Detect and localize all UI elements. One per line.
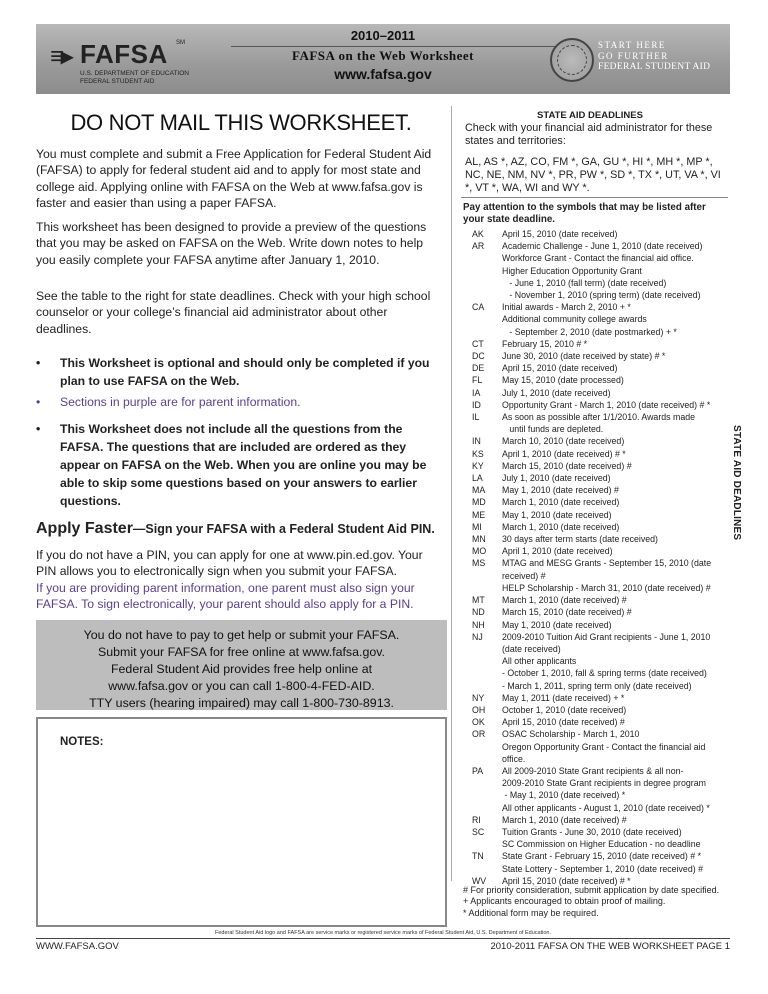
year-divider: [231, 46, 587, 47]
pin-paragraph: If you do not have a PIN, you can apply for one at www.pin.ed.gov. Your PIN allows you to electronically sign when you submit your FAFSA.: [36, 548, 423, 579]
flag-icon: ≡▸: [50, 43, 71, 70]
tagline-line1: START HERE: [598, 40, 666, 50]
deadline-text: April 15, 2010 (date received) # *: [502, 875, 631, 886]
deadline-row: [472, 533, 728, 545]
deadline-text: March 15, 2010 (date received) #: [502, 607, 632, 618]
deadline-row: [472, 228, 728, 240]
deadline-row: [472, 680, 728, 692]
deadline-text: March 1, 2010 (date received) #: [502, 814, 627, 825]
deadline-row: [472, 350, 728, 362]
deadline-text: 2009-2010 State Grant recipients in degree program: [502, 778, 706, 789]
apply-rest: —Sign your FAFSA with a Federal Student Aid PIN.: [132, 522, 435, 536]
state-code: [472, 326, 502, 338]
legend-item: * Additional form may be required.: [463, 907, 599, 918]
deadline-text: received) #: [502, 570, 546, 581]
state-code: [472, 265, 502, 277]
deadline-text: July 1, 2010 (date received): [502, 387, 611, 398]
deadline-row: [472, 411, 728, 423]
deadline-row: [472, 252, 728, 264]
state-code: [472, 741, 502, 753]
worksheet-year: 2010–2011: [350, 28, 416, 43]
symbols-legend: [463, 885, 733, 919]
deadline-text: - October 1, 2010, fall & spring terms (date received): [502, 668, 707, 679]
deadline-text: State Grant - February 15, 2010 (date received) # *: [502, 851, 702, 862]
state-code: MT: [472, 595, 485, 606]
deadline-text: All other applicants: [502, 656, 577, 667]
state-code: NY: [472, 692, 485, 703]
deadline-row: [472, 631, 728, 643]
deadline-text: March 1, 2010 (date received) #: [502, 595, 627, 606]
state-code: ME: [472, 509, 486, 520]
state-code: DE: [472, 363, 485, 374]
deadline-row: [472, 643, 728, 655]
deadline-text: All 2009-2010 State Grant recipients & all non-: [502, 765, 684, 776]
deadline-row: [472, 362, 728, 374]
help-line5: TTY users (hearing impaired) may call 1-800-730-8913.: [89, 696, 394, 710]
state-deadlines-list: [472, 228, 728, 887]
deadline-text: State Lottery - September 1, 2010 (date received) #: [502, 863, 703, 874]
column-divider: [451, 106, 456, 881]
intro-paragraph: You must complete and submit a Free Application for Federal Student Aid (FAFSA) to apply for federal student aid and to apply for most state and college aid. Applying online with FAFSA on the Web at www.fafsa.gov is faster and easier than using a paper FAFSA.: [36, 147, 432, 210]
header-banner: [36, 24, 730, 94]
deadline-text: Higher Education Opportunity Grant: [502, 265, 642, 276]
state-code: [472, 570, 502, 582]
state-code: [472, 838, 502, 850]
fafsa-url[interactable]: www.fafsa.gov: [334, 66, 432, 82]
deadline-text: Additional community college awards: [502, 314, 647, 325]
state-code: [472, 655, 502, 667]
deadline-text: April 15, 2010 (date received) #: [502, 717, 625, 728]
footer-url[interactable]: WWW.FAFSA.GOV: [36, 941, 119, 952]
deadline-row: [472, 423, 728, 435]
state-code: IL: [472, 412, 480, 423]
state-code: LA: [472, 473, 483, 484]
notes-label: NOTES:: [60, 736, 104, 748]
state-code: MD: [472, 497, 486, 508]
deadline-text: May 1, 2010 (date received) #: [502, 485, 619, 496]
state-code: MO: [472, 546, 487, 557]
state-code: WV: [472, 875, 487, 886]
deadline-text: February 15, 2010 # *: [502, 338, 588, 349]
bullet-text: This Worksheet does not include all the questions from the FAFSA. The questions that are included are ordered as they appear on FAFSA on the Web. When you are online you may be able to skip some questions based on your answers to earlier questions.: [60, 422, 427, 508]
state-code: KY: [472, 460, 484, 471]
state-code: [472, 753, 502, 765]
state-list: AL, AS *, AZ, CO, FM *, GA, GU *, HI *, MH *, MP *, NC, NE, NM, NV *, PR, PW *, SD *, TX *, UT, VA *, VI *, VT *, WA, WI and WY *.: [465, 156, 721, 194]
deadline-text: MTAG and MESG Grants - September 15, 2010 (date: [502, 558, 712, 569]
bullet-optional: [36, 354, 436, 388]
deadline-row: [472, 704, 728, 716]
deadline-text: - June 1, 2010 (fall term) (date received): [502, 277, 667, 288]
free-help-box: [36, 620, 447, 710]
bullet-text: Sections in purple are for parent information.: [60, 395, 301, 409]
apply-lead: Apply Faster: [36, 520, 133, 537]
deadline-row: [472, 814, 728, 826]
state-code: TN: [472, 851, 484, 862]
state-code: AK: [472, 229, 484, 239]
deadline-text: May 1, 2010 (date received): [502, 619, 612, 630]
deadline-row: [472, 728, 728, 740]
help-line4: www.fafsa.gov or you can call 1-800-4-FED-AID.: [108, 679, 375, 693]
page-title: DO NOT MAIL THIS WORKSHEET.: [70, 110, 412, 135]
state-aid-intro: Check with your financial aid administrator for these states and territories:: [465, 122, 713, 147]
deadline-row: [472, 716, 728, 728]
deadline-text: April 1, 2010 (date received): [502, 546, 613, 557]
state-code: [472, 423, 502, 435]
footer-rule: [36, 938, 730, 939]
deadline-text: April 15, 2010 (date received): [502, 229, 618, 239]
help-line1: You do not have to pay to get help or submit your FAFSA.: [83, 628, 400, 642]
help-line3: Federal Student Aid provides free help online at: [110, 662, 373, 676]
deadline-text: All other applicants - August 1, 2010 (date received) *: [502, 802, 710, 813]
state-code: NH: [472, 619, 485, 630]
deadline-row: [472, 240, 728, 252]
deadline-row: [472, 289, 728, 301]
deadline-row: [472, 765, 728, 777]
deadline-row: [472, 557, 728, 569]
deadline-text: May 15, 2010 (date processed): [502, 375, 624, 386]
logo-dept-line1: U.S. DEPARTMENT OF EDUCATION: [80, 70, 189, 77]
deadline-row: [472, 301, 728, 313]
state-code: MN: [472, 534, 486, 545]
deadline-text: March 10, 2010 (date received): [502, 436, 625, 447]
deadline-text: SC Commission on Higher Education - no deadline: [502, 839, 701, 850]
deadline-text: June 30, 2010 (date received by state) # *: [502, 351, 666, 362]
deadline-row: [472, 789, 728, 801]
deadline-text: until funds are depleted.: [502, 424, 604, 435]
deadline-row: [472, 496, 728, 508]
deadline-text: April 1, 2010 (date received) # *: [502, 448, 626, 459]
deadline-row: [472, 692, 728, 704]
deadline-text: March 15, 2010 (date received) #: [502, 460, 632, 471]
deadline-row: [472, 448, 728, 460]
deadline-row: [472, 460, 728, 472]
state-code: OH: [472, 704, 486, 715]
legend-item: # For priority consideration, submit application by date specified.: [463, 885, 720, 895]
notes-box[interactable]: [36, 717, 447, 927]
state-code: [472, 289, 502, 301]
deadline-text: OSAC Scholarship - March 1, 2010: [502, 729, 640, 740]
parent-pin-paragraph: If you are providing parent information, one parent must also sign your FAFSA. To sign electronically, your parent should also apply for a PIN.: [36, 581, 415, 612]
state-divider: [461, 197, 728, 198]
state-code: PA: [472, 765, 484, 776]
deadline-row: [472, 277, 728, 289]
tagline-line3: FEDERAL STUDENT AID: [598, 62, 711, 72]
state-code: CT: [472, 338, 484, 349]
deadline-row: [472, 606, 728, 618]
trademark-notice: Federal Student Aid logo and FAFSA are service marks or registered service marks of Federal Student Aid, U.S. Department of Education.: [215, 930, 551, 936]
deadline-text: 30 days after term starts (date received): [502, 534, 658, 545]
deadline-text: Initial awards - March 2, 2010 + *: [502, 302, 631, 313]
logo-wordmark: FAFSA: [80, 39, 168, 69]
deadline-row: [472, 399, 728, 411]
deadline-text: Opportunity Grant - March 1, 2010 (date received) # *: [502, 399, 711, 410]
state-code: MI: [472, 521, 482, 532]
side-tab-label: STATE AID DEADLINES: [731, 425, 742, 541]
deadline-row: [472, 619, 728, 631]
state-code: IA: [472, 387, 481, 398]
tagline: [598, 40, 728, 73]
deadline-text: Academic Challenge - June 1, 2010 (date received): [502, 241, 703, 252]
deadline-row: [472, 326, 728, 338]
deadline-row: [472, 667, 728, 679]
state-code: AR: [472, 241, 485, 252]
deadline-row: [472, 838, 728, 850]
deadline-row: [472, 777, 728, 789]
deadline-row: [472, 826, 728, 838]
deadline-text: May 1, 2011 (date received) + *: [502, 692, 625, 703]
state-code: DC: [472, 351, 485, 362]
state-code: CA: [472, 302, 485, 313]
state-code: MS: [472, 558, 486, 569]
deadline-text: (date received): [502, 643, 561, 654]
deadline-text: - March 1, 2011, spring term only (date received): [502, 680, 692, 691]
state-code: [472, 667, 502, 679]
state-code: [472, 680, 502, 692]
deadline-row: [472, 545, 728, 557]
footer-page: 2010-2011 FAFSA ON THE WEB WORKSHEET PAGE 1: [490, 941, 730, 952]
deadlines-paragraph: See the table to the right for state deadlines. Check with your high school counselor or your college’s financial aid administrator about other deadlines.: [36, 289, 431, 336]
state-code: ID: [472, 399, 481, 410]
state-code: OR: [472, 729, 486, 740]
deadline-row: [472, 655, 728, 667]
state-code: ND: [472, 607, 485, 618]
deadline-text: As soon as possible after 1/1/2010. Awards made: [502, 412, 695, 423]
state-code: [472, 777, 502, 789]
deadline-text: Tuition Grants - June 30, 2010 (date received): [502, 826, 682, 837]
deadline-row: [472, 374, 728, 386]
deadline-text: - September 2, 2010 (date postmarked) + *: [502, 326, 677, 337]
department-seal-icon: [550, 38, 594, 82]
symbols-note: Pay attention to the symbols that may be listed after your state deadline.: [463, 202, 706, 225]
state-code: MA: [472, 485, 486, 496]
deadline-row: [472, 570, 728, 582]
logo-tm: SM: [176, 40, 185, 46]
deadline-text: May 1, 2010 (date received): [502, 509, 612, 520]
bullet-dot: •: [36, 356, 41, 370]
state-code: KS: [472, 448, 484, 459]
deadline-row: [472, 484, 728, 496]
state-code: OK: [472, 717, 485, 728]
state-code: RI: [472, 814, 481, 825]
state-code: NJ: [472, 631, 483, 642]
state-code: FL: [472, 375, 483, 386]
deadline-text: - May 1, 2010 (date received) *: [502, 790, 626, 801]
state-code: SC: [472, 826, 485, 837]
deadline-row: [472, 594, 728, 606]
deadline-row: [472, 387, 728, 399]
state-code: [472, 802, 502, 814]
state-code: [472, 789, 502, 801]
state-code: [472, 643, 502, 655]
deadline-row: [472, 582, 728, 594]
deadline-row: [472, 472, 728, 484]
deadline-text: Oregon Opportunity Grant - Contact the financial aid: [502, 741, 706, 752]
deadline-row: [472, 313, 728, 325]
apply-faster-heading: [36, 520, 435, 538]
deadline-row: [472, 850, 728, 862]
deadline-row: [472, 741, 728, 753]
deadline-row: [472, 802, 728, 814]
worksheet-title: FAFSA on the Web Worksheet: [291, 48, 475, 63]
tagline-line2: GO FURTHER: [598, 51, 669, 61]
preview-paragraph: This worksheet has been designed to provide a preview of the questions that you may be asked on FAFSA on the Web. Write down notes to help you easily complete your FAFSA anytime after January 1, 2010.: [36, 220, 427, 267]
deadline-text: 2009-2010 Tuition Aid Grant recipients - June 1, 2010: [502, 631, 711, 642]
deadline-row: [472, 435, 728, 447]
deadline-row: [472, 753, 728, 765]
bullet-text: This Worksheet is optional and should only be completed if you plan to use FAFSA on the Web.: [60, 356, 430, 388]
state-aid-title: STATE AID DEADLINES: [537, 110, 643, 121]
state-code: [472, 252, 502, 264]
legend-item: + Applicants encouraged to obtain proof of mailing.: [463, 896, 666, 907]
deadline-text: July 1, 2010 (date received): [502, 473, 611, 484]
deadline-row: [472, 338, 728, 350]
deadline-text: March 1, 2010 (date received): [502, 521, 620, 532]
deadline-row: [472, 521, 728, 533]
state-code: [472, 277, 502, 289]
bullet-dot: •: [36, 422, 41, 436]
deadline-row: [472, 265, 728, 277]
deadline-text: - November 1, 2010 (spring term) (date received): [502, 290, 701, 301]
deadline-row: [472, 863, 728, 875]
state-code: [472, 313, 502, 325]
logo-dept-line2: FEDERAL STUDENT AID: [80, 78, 155, 85]
bullet-dot: •: [36, 395, 41, 409]
deadline-text: October 1, 2010 (date received): [502, 704, 627, 715]
state-code: [472, 582, 502, 594]
deadline-text: Workforce Grant - Contact the financial aid office.: [502, 253, 694, 264]
deadline-text: April 15, 2010 (date received): [502, 363, 618, 374]
deadline-row: [472, 509, 728, 521]
state-code: IN: [472, 436, 481, 447]
deadline-text: March 1, 2010 (date received): [502, 497, 620, 508]
side-tab: [726, 420, 744, 580]
state-code: [472, 863, 502, 875]
deadline-text: office.: [502, 753, 526, 764]
deadline-text: HELP Scholarship - March 31, 2010 (date received) #: [502, 582, 711, 593]
help-line2: Submit your FAFSA for free online at www.fafsa.gov.: [98, 645, 385, 659]
